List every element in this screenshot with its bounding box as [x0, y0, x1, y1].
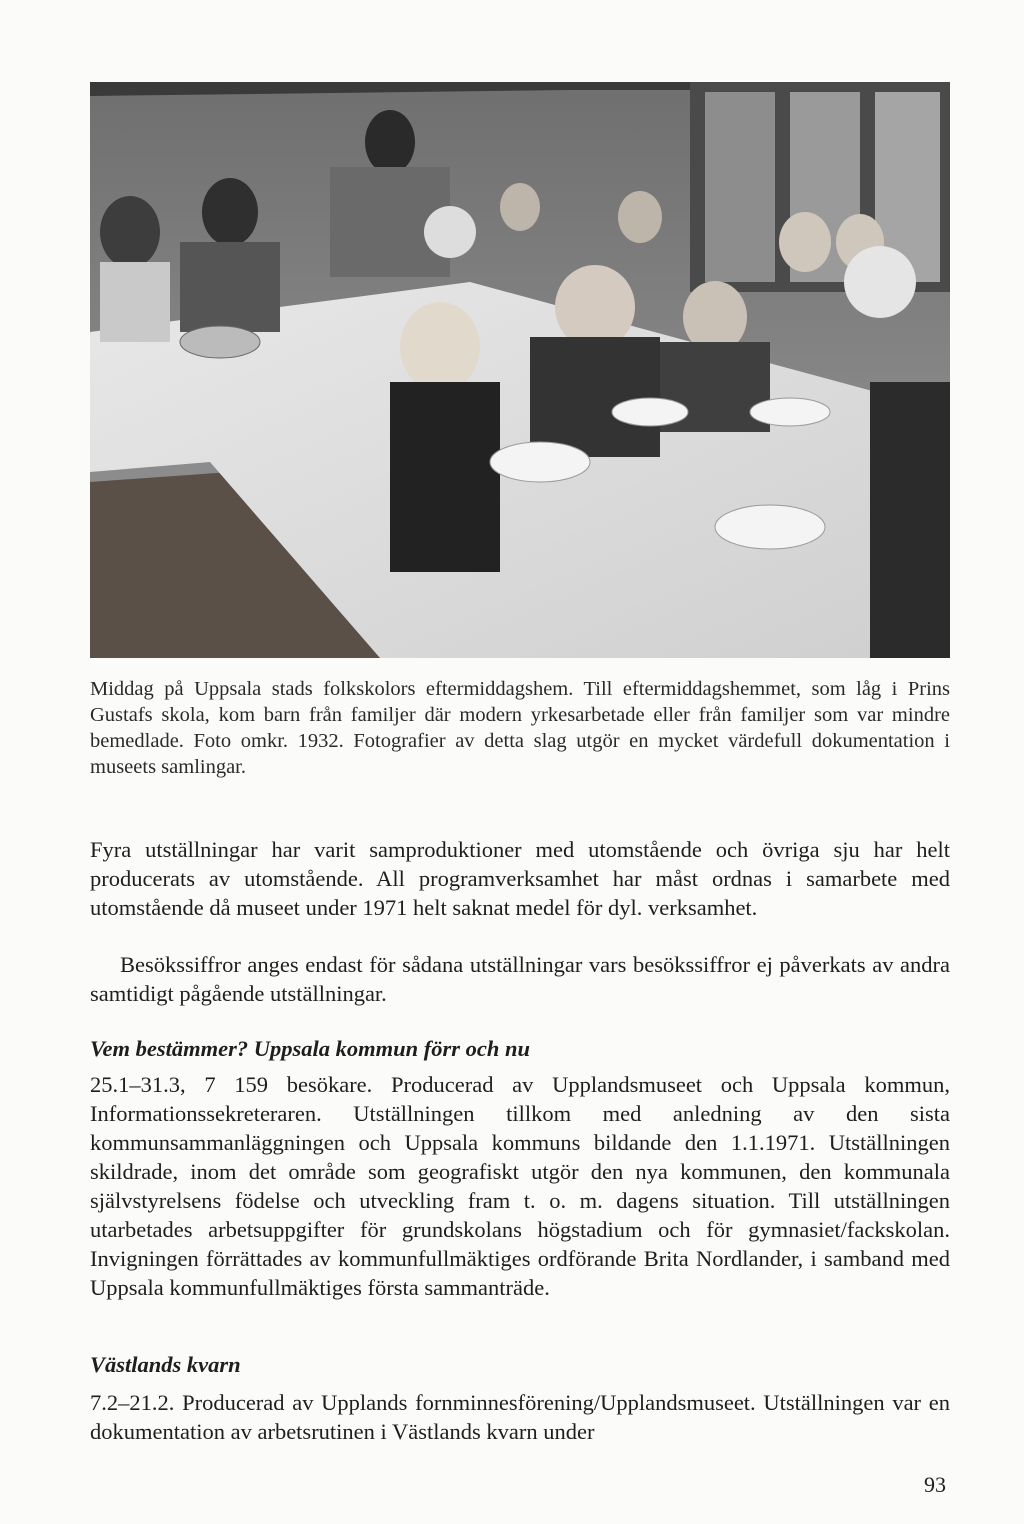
section-heading-vem-bestammer: Vem bestämmer? Uppsala kommun förr och nu	[90, 1036, 531, 1061]
section-text-vem-bestammer: 25.1–31.3, 7 159 besökare. Producerad av Upplandsmuseet och Uppsala kommun, Informationssekreteraren. Utställningen tillkom med anledning av den sista kommunsammanläggningen och Uppsala kommuns bildande den 1.1.1971. Utställningen skildrade, inom det område som geografiskt utgör den nya kommunen, den kommunala självstyrelsens födelse och utveckling fram t. o. m. dagens situation. Till utställningen utarbetades arbetsuppgifter för grundskolans högstadium och för gymnasiet/fackskolan. Invigningen förrättades av kommunfullmäktiges ordförande Brita Nordlander, i samband med Uppsala kommunfullmäktiges första sammanträde.	[90, 1072, 950, 1300]
section-heading-vastlands-kvarn: Västlands kvarn	[90, 1352, 241, 1377]
photo-caption: Middag på Uppsala stads folkskolors eftermiddagshem. Till eftermiddagshemmet, som låg i Prins Gustafs skola, kom barn från familjer där modern yrkesarbetade eller från familjer som var mindre bemedlade. Foto omkr. 1932. Fotografier av detta slag utgör en mycket värdefull dokumentation i museets samlingar.	[90, 678, 950, 778]
paragraph-1: Fyra utställningar har varit samproduktioner med utomstående och övriga sju har helt producerats av utomstående. All programverksamhet har måst ordnas i samarbete med utomstående då museet under 1971 helt saknat medel för dyl. verksamhet.	[90, 837, 950, 920]
photo-icon	[90, 82, 950, 658]
dining-room-photo	[90, 82, 950, 658]
paragraph-2: Besökssiffror anges endast för sådana utställningar vars besökssiffror ej påverkats av andra samtidigt pågående utställningar.	[90, 952, 950, 1006]
section-text-vastlands-kvarn: 7.2–21.2. Producerad av Upplands fornminnesförening/Upplandsmuseet. Utställningen var en dokumentation av arbetsrutinen i Västlands kvarn under	[90, 1390, 950, 1444]
page-number: 93	[924, 1472, 946, 1497]
